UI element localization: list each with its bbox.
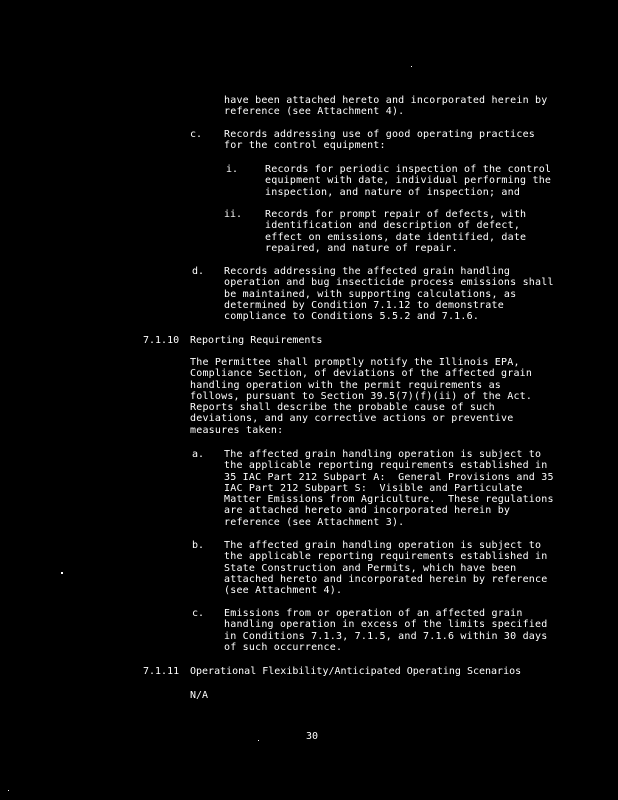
scan-speck: [258, 740, 259, 741]
subitem-label-i: i.: [226, 164, 239, 175]
scan-speck: [8, 790, 9, 791]
reporting-item-text-a: The affected grain handling operation is subject to the applicable reporting requirements established in 35 IAC Part 212 Subpart A: General Provisions and 35 IAC Part 212 Subpart S: Visible and Particulate Matter Emissions from Agriculture. These regulations are attached hereto and incorporated herein by reference (see Attachment 3).: [224, 449, 554, 528]
section-number-7-1-11: 7.1.11: [143, 666, 180, 677]
reporting-item-label-b: b.: [192, 540, 205, 551]
subitem-text-ii: Records for prompt repair of defects, with identification and description of defect, effect on emissions, date identified, date repaired, and nature of repair.: [265, 209, 527, 254]
continuation-text: have been attached hereto and incorporated herein by reference (see Attachment 4).: [224, 95, 548, 118]
item-text-d: Records addressing the affected grain handling operation and bug insecticide process emissions shall be maintained, with supporting calculations, as determined by Condition 7.1.12 to demonstrate compliance to Conditions 5.5.2 and 7.1.6.: [224, 266, 554, 323]
item-label-d: d.: [192, 266, 205, 277]
reporting-item-label-a: a.: [192, 449, 205, 460]
reporting-item-text-c: Emissions from or operation of an affected grain handling operation in excess of the limits specified in Conditions 7.1.3, 7.1.5, and 7.1.6 within 30 days of such occurrence.: [224, 608, 548, 653]
section-title-7-1-10: Reporting Requirements: [190, 335, 323, 346]
item-label-c: c.: [190, 129, 203, 140]
subitem-text-i: Records for periodic inspection of the control equipment with date, individual performing the inspection, and nature of inspection; and: [265, 164, 552, 198]
reporting-item-label-c: c.: [192, 608, 205, 619]
reporting-item-text-b: The affected grain handling operation is subject to the applicable reporting requirements established in State Construction and Permits, which have been attached hereto and incorporated herein by reference (see Attachment 4).: [224, 540, 548, 597]
section-title-7-1-11: Operational Flexibility/Anticipated Operating Scenarios: [190, 666, 522, 677]
scan-speck: [411, 66, 412, 67]
section-number-7-1-10: 7.1.10: [143, 335, 180, 346]
subitem-label-ii: ii.: [224, 209, 243, 220]
page-number: 30: [306, 731, 319, 742]
section-intro-7-1-10: The Permittee shall promptly notify the Illinois EPA, Compliance Section, of deviations of the affected grain handling operation with the permit requirements as follows, pursuant to Section 39.5(7)(f)(ii) of the Act. Reports shall describe the probable cause of such deviations, and any corrective actions or preventive measures taken:: [190, 357, 533, 436]
section-body-7-1-11: N/A: [190, 690, 209, 701]
scan-speck: [61, 572, 63, 574]
item-text-c: Records addressing use of good operating practices for the control equipment:: [224, 129, 536, 152]
